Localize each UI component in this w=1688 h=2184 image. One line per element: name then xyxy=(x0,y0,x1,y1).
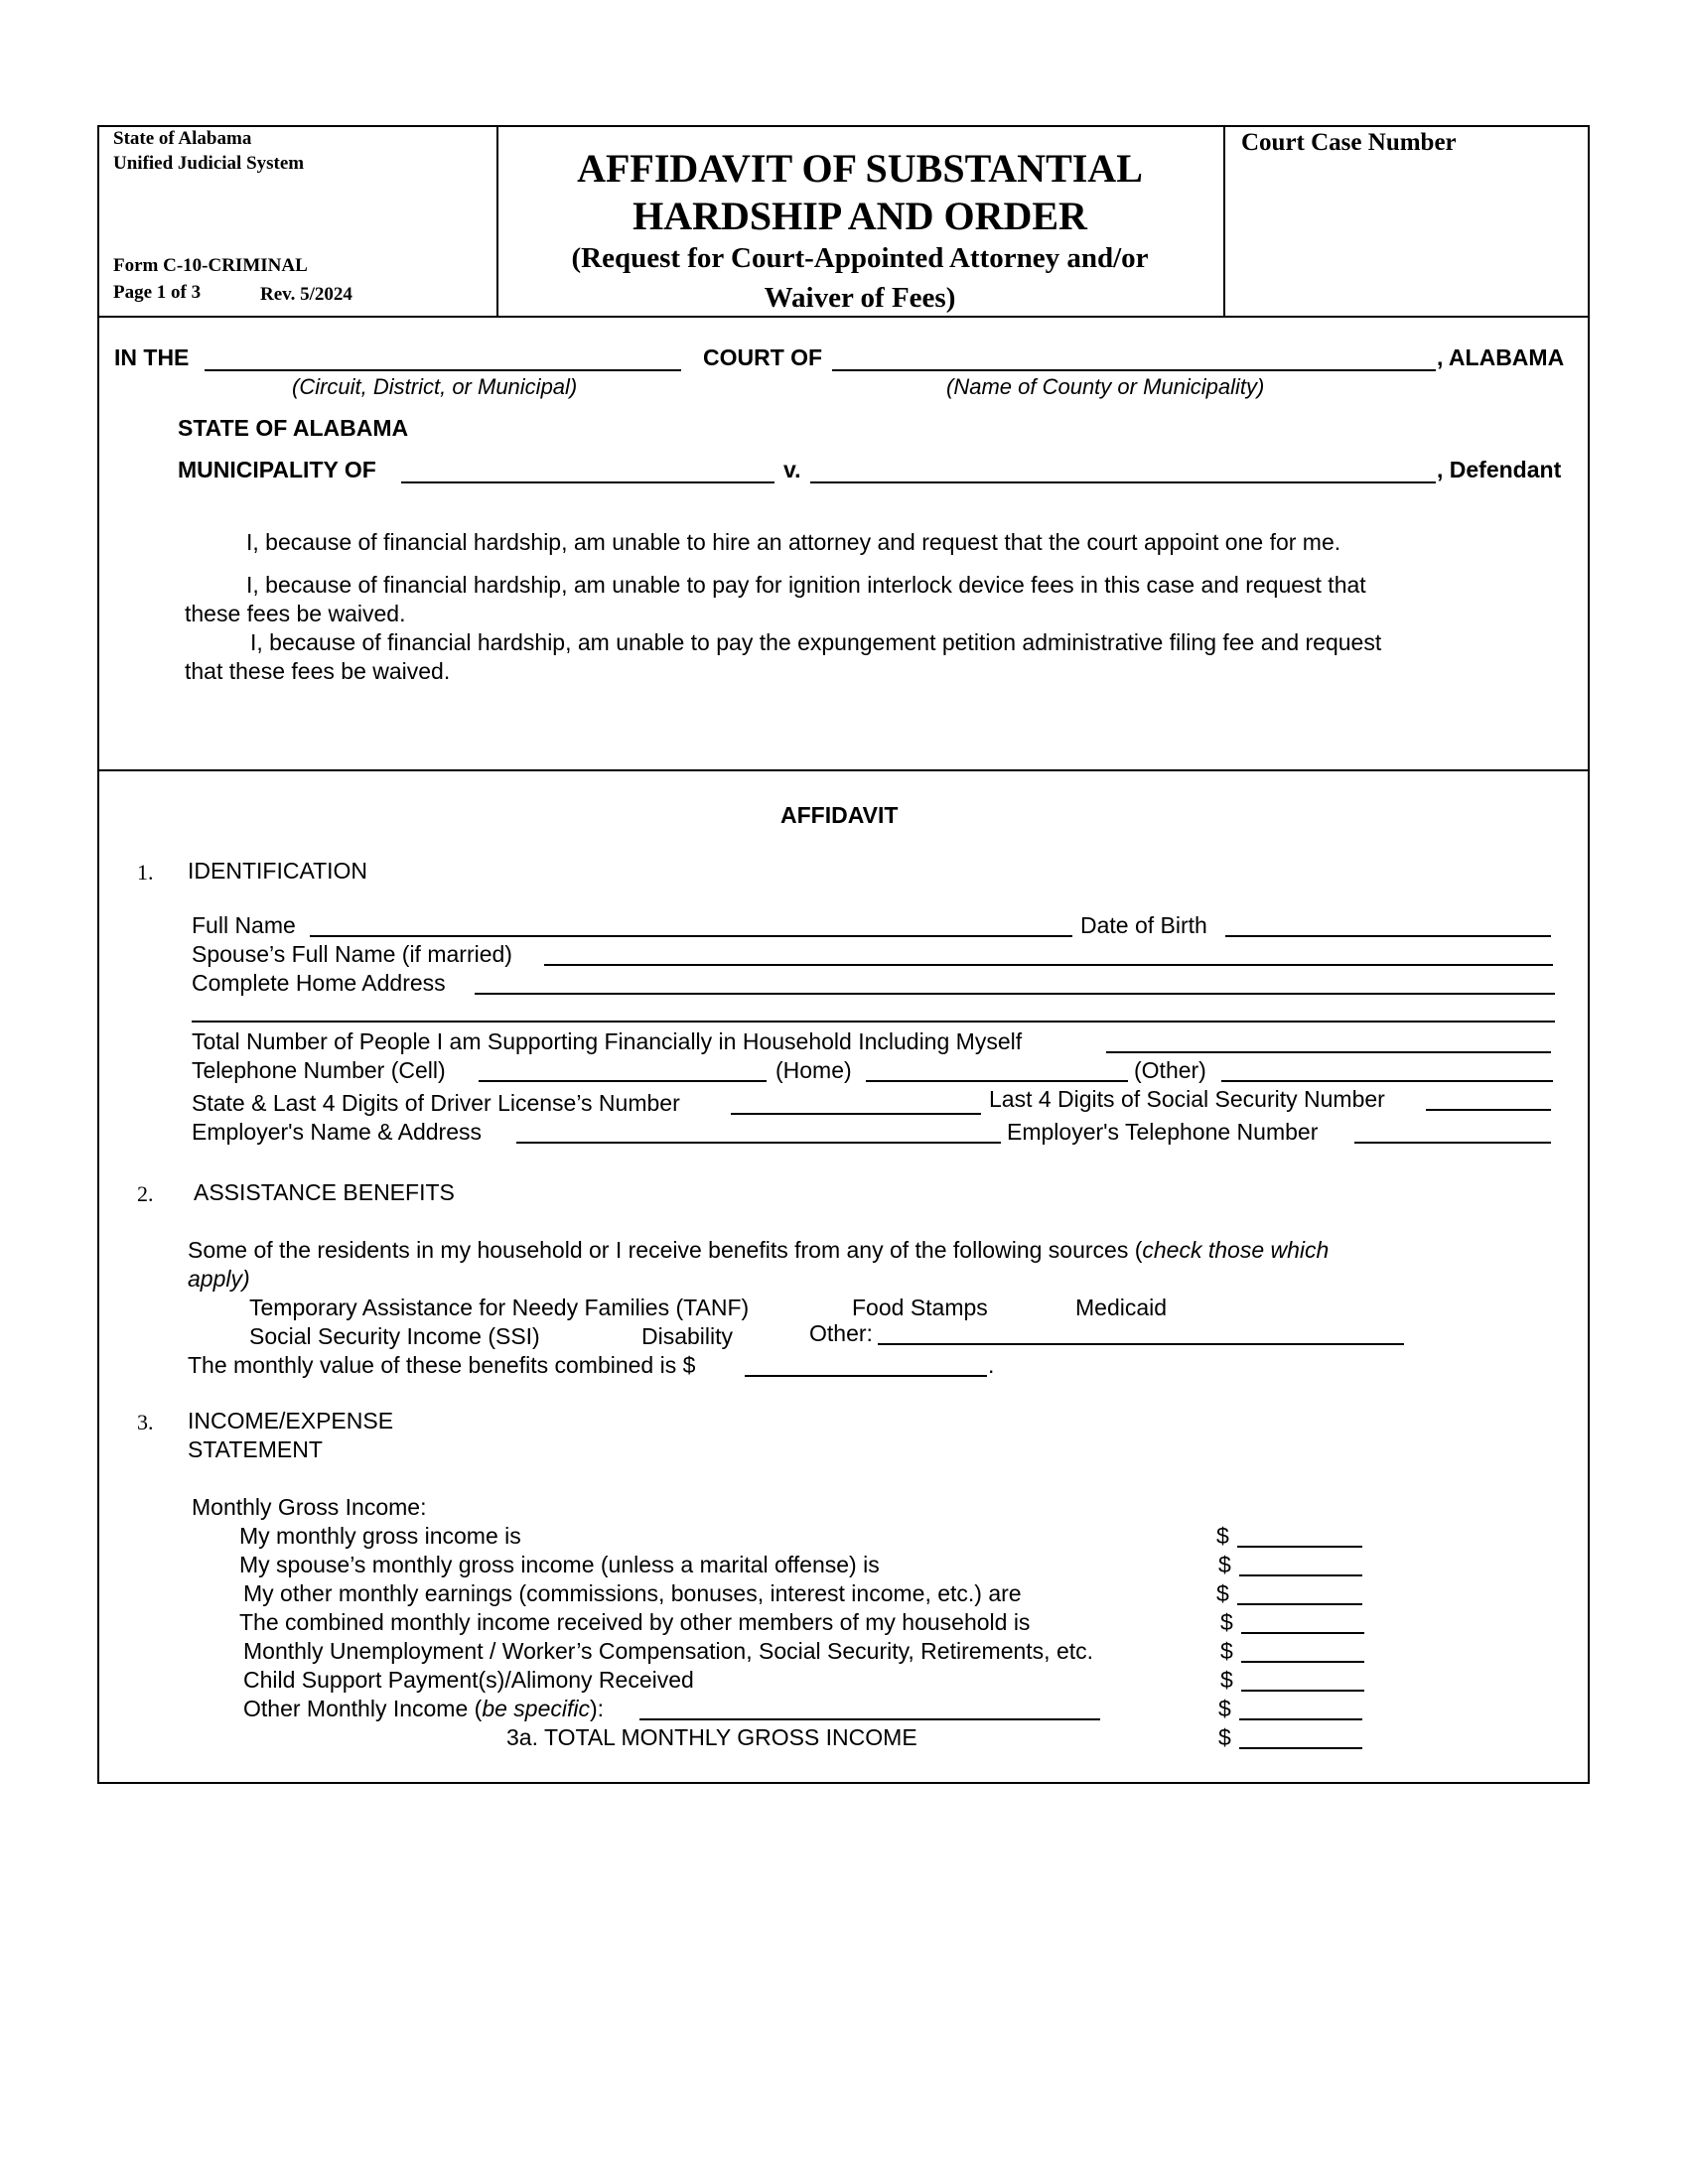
other-income-italic: be specific xyxy=(482,1696,590,1721)
court-type-field[interactable] xyxy=(205,369,681,371)
total-gross-income-label: 3a. TOTAL MONTHLY GROSS INCOME xyxy=(506,1724,917,1750)
dollar-sign: $ xyxy=(1218,1696,1231,1721)
section2-number: 2. xyxy=(137,1181,154,1206)
request-interlock-line1: I, because of financial hardship, am unable to pay for ignition interlock device fees in this case and request that xyxy=(246,572,1366,598)
form-id: Form C-10-CRIMINAL xyxy=(113,255,308,276)
state-of-alabama-label: STATE OF ALABAMA xyxy=(178,415,409,441)
county-field[interactable] xyxy=(832,369,1436,371)
income-amount-field[interactable] xyxy=(1241,1632,1364,1634)
benefits-intro-text: Some of the residents in my household or I receive benefits from any of the following sources ( xyxy=(188,1237,1143,1263)
municipality-of-label: MUNICIPALITY OF xyxy=(178,457,376,482)
benefits-intro-italic: check those which xyxy=(1142,1237,1330,1263)
income-amount-field[interactable] xyxy=(1237,1603,1362,1605)
court-of-label: COURT OF xyxy=(703,344,823,370)
section-divider xyxy=(97,769,1590,771)
request-expunge-line1: I, because of financial hardship, am unable to pay the expungement petition administrative filing fee and request xyxy=(250,629,1382,655)
dollar-sign: $ xyxy=(1220,1609,1233,1635)
section3-title-line2: STATEMENT xyxy=(188,1436,323,1462)
dollar-sign: $ xyxy=(1220,1638,1233,1664)
page-number: Page 1 of 3 xyxy=(113,282,202,303)
employer-label: Employer's Name & Address xyxy=(192,1119,483,1145)
section3-title-line1: INCOME/EXPENSE xyxy=(188,1408,394,1433)
benefits-intro xyxy=(188,1237,1329,1264)
full-name-field[interactable] xyxy=(310,935,1072,937)
benefit-medicaid[interactable]: Medicaid xyxy=(1075,1295,1168,1320)
dollar-sign: $ xyxy=(1216,1580,1229,1606)
system-label: Unified Judicial System xyxy=(113,153,305,174)
income-amount-field[interactable] xyxy=(1241,1661,1364,1663)
form-subtitle-line1: (Request for Court-Appointed Attorney and/or xyxy=(571,242,1149,274)
benefit-other-label: Other: xyxy=(809,1320,873,1346)
in-the-label: IN THE xyxy=(114,344,190,370)
revision-date: Rev. 5/2024 xyxy=(260,284,352,305)
benefits-value-period: . xyxy=(988,1352,995,1378)
income-item: The combined monthly income received by other members of my household is xyxy=(239,1609,1031,1635)
phone-home-field[interactable] xyxy=(866,1080,1128,1082)
court-type-hint: (Circuit, District, or Municipal) xyxy=(292,374,578,399)
versus-label: v. xyxy=(783,457,801,482)
address-field-1[interactable] xyxy=(475,993,1555,995)
gross-income-heading: Monthly Gross Income: xyxy=(192,1494,427,1520)
dob-label: Date of Birth xyxy=(1080,912,1207,938)
income-item: My spouse’s monthly gross income (unless a marital offense) is xyxy=(239,1552,880,1577)
income-item: My monthly gross income is xyxy=(239,1523,521,1549)
benefit-food-stamps[interactable]: Food Stamps xyxy=(852,1295,988,1320)
dollar-sign: $ xyxy=(1218,1724,1231,1750)
ssn-label: Last 4 Digits of Social Security Number xyxy=(989,1086,1385,1112)
header-divider-right xyxy=(1223,125,1225,318)
defendant-label: , Defendant xyxy=(1437,457,1562,482)
employer-phone-label: Employer's Telephone Number xyxy=(1007,1119,1319,1145)
other-income-text: Other Monthly Income ( xyxy=(243,1696,483,1721)
other-income-label xyxy=(243,1696,604,1722)
benefit-ssi[interactable]: Social Security Income (SSI) xyxy=(249,1323,540,1349)
income-amount-field[interactable] xyxy=(1241,1690,1364,1692)
dollar-sign: $ xyxy=(1220,1667,1233,1693)
phone-cell-field[interactable] xyxy=(479,1080,767,1082)
address-label: Complete Home Address xyxy=(192,970,446,996)
section1-number: 1. xyxy=(137,860,154,885)
county-hint: (Name of County or Municipality) xyxy=(946,374,1265,399)
benefit-tanf[interactable]: Temporary Assistance for Needy Families (TANF) xyxy=(249,1295,750,1320)
alabama-label: , ALABAMA xyxy=(1437,344,1565,370)
section2-title: ASSISTANCE BENEFITS xyxy=(194,1179,455,1205)
section1-title: IDENTIFICATION xyxy=(188,858,368,884)
license-label: State & Last 4 Digits of Driver License’s Number xyxy=(192,1090,680,1116)
income-item: Monthly Unemployment / Worker’s Compensation, Social Security, Retirements, etc. xyxy=(243,1638,1094,1664)
income-item: Child Support Payment(s)/Alimony Received xyxy=(243,1667,694,1693)
form-title-line1: AFFIDAVIT OF SUBSTANTIAL xyxy=(577,146,1143,191)
request-expunge-line2: that these fees be waived. xyxy=(185,658,451,684)
income-amount-field[interactable] xyxy=(1239,1718,1362,1720)
total-income-field[interactable] xyxy=(1239,1747,1362,1749)
request-interlock-line2: these fees be waived. xyxy=(185,601,406,626)
dollar-sign: $ xyxy=(1218,1552,1231,1577)
phone-other-field[interactable] xyxy=(1221,1080,1553,1082)
spouse-field[interactable] xyxy=(544,964,1553,966)
benefits-value-label: The monthly value of these benefits combined is $ xyxy=(188,1352,696,1378)
section3-number: 3. xyxy=(137,1410,154,1434)
license-field[interactable] xyxy=(731,1113,981,1115)
defendant-name-field[interactable] xyxy=(810,481,1436,483)
address-field-2[interactable] xyxy=(192,1021,1555,1023)
household-count-label: Total Number of People I am Supporting Financially in Household Including Myself xyxy=(192,1028,1023,1054)
other-income-close: ): xyxy=(589,1696,605,1721)
spouse-label: Spouse’s Full Name (if married) xyxy=(192,941,512,967)
full-name-label: Full Name xyxy=(192,912,296,938)
municipality-field[interactable] xyxy=(401,481,774,483)
ssn-field[interactable] xyxy=(1426,1109,1551,1111)
other-income-field[interactable] xyxy=(639,1718,1100,1720)
phone-other-label: (Other) xyxy=(1134,1057,1206,1083)
phone-home-label: (Home) xyxy=(775,1057,852,1083)
dob-field[interactable] xyxy=(1225,935,1551,937)
employer-field[interactable] xyxy=(516,1142,1001,1144)
benefit-other-field[interactable] xyxy=(878,1343,1404,1345)
form-subtitle-line2: Waiver of Fees) xyxy=(764,282,956,314)
income-amount-field[interactable] xyxy=(1237,1546,1362,1548)
income-item: My other monthly earnings (commissions, bonuses, interest income, etc.) are xyxy=(243,1580,1022,1606)
form-title-line2: HARDSHIP AND ORDER xyxy=(633,194,1087,238)
affidavit-heading: AFFIDAVIT xyxy=(780,802,899,828)
dollar-sign: $ xyxy=(1216,1523,1229,1549)
case-number-label: Court Case Number xyxy=(1241,129,1457,156)
benefits-intro-line2: apply) xyxy=(188,1266,250,1292)
benefit-disability[interactable]: Disability xyxy=(641,1323,734,1349)
income-amount-field[interactable] xyxy=(1239,1574,1362,1576)
employer-phone-field[interactable] xyxy=(1354,1142,1551,1144)
benefits-value-field[interactable] xyxy=(745,1375,987,1377)
phone-cell-label: Telephone Number (Cell) xyxy=(192,1057,446,1083)
state-label: State of Alabama xyxy=(113,128,252,149)
household-count-field[interactable] xyxy=(1106,1051,1551,1053)
request-attorney: I, because of financial hardship, am unable to hire an attorney and request that the court appoint one for me. xyxy=(246,529,1341,555)
